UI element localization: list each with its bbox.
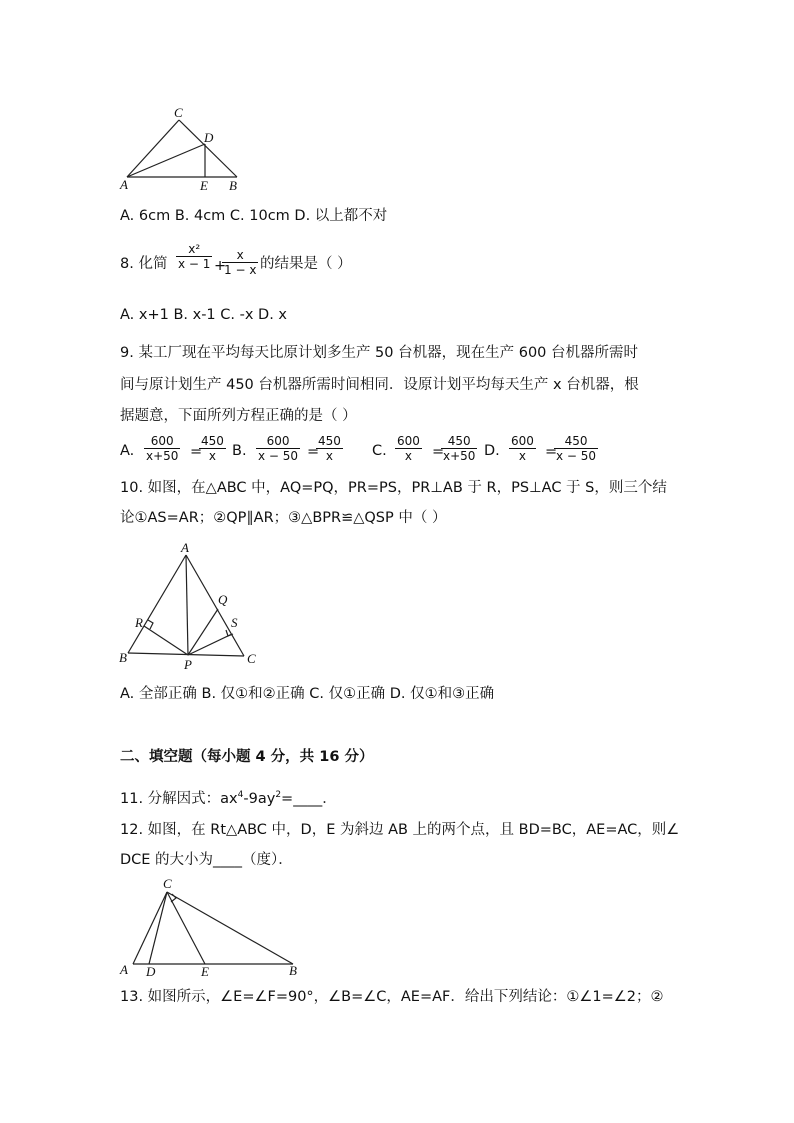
q8-fraction-1 [176,242,212,271]
segment-ap [186,555,188,655]
fig10-label-q: Q [218,592,228,607]
segment-ad [127,144,205,177]
fig7-label-e: E [200,178,208,193]
q9-d-left-den: x [518,449,526,463]
fig12-label-c: C [163,876,172,891]
q9-b-left-fraction [256,434,300,463]
fig10-label-p: P [184,657,192,672]
segment-ac [127,120,179,177]
fig10-label-a: A [181,540,189,555]
q9-option-d-label: D. [484,443,500,459]
q9-a-left-den: x+50 [146,449,179,463]
q8-suffix: 的结果是（ ） [260,256,352,272]
q9-c-equals: = [432,444,445,460]
fig10-label-s: S [231,615,238,630]
segment-ac [186,555,244,656]
right-angle-r [148,620,153,629]
q9-d-left-fraction [509,434,536,463]
q8-f1-denominator: x − 1 [178,257,211,271]
q9-option-a-label: A. [120,443,135,459]
q9-a-equals: = [190,444,203,460]
q9-a-left-num: 600 [144,434,180,449]
fig12-label-b: B [289,963,297,978]
q9-c-right-den: x+50 [443,449,476,463]
q13-line-1: 13. 如图所示，∠E=∠F=90°，∠B=∠C，AE=AF．给出下列结论：①∠1=∠2；② [120,989,664,1005]
q8-options: A. x+1 B. x-1 C. -x D. x [120,307,287,323]
q11-sup-2: 2 [275,790,282,800]
q9-c-left-fraction [395,434,422,463]
figure-q10-triangle [110,535,270,675]
q9-b-right-den: x [325,449,333,463]
q11-suffix: =____． [281,790,337,807]
q9-line-1: 9. 某工厂现在平均每天比原计划多生产 50 台机器，现在生产 600 台机器所需时 [120,345,639,361]
q9-b-right-num: 450 [318,434,341,448]
q9-a-right-num: 450 [201,434,224,448]
q9-a-right-den: x [208,449,216,463]
fig12-label-e: E [201,964,209,979]
q10-line-2: 论①AS=AR；②QP∥AR；③△BPR≌△QSP 中（ ） [120,510,447,526]
q11-sup-1: 4 [237,790,244,800]
q9-line-2: 间与原计划生产 450 台机器所需时间相同．设原计划平均每天生产 x 台机器，根 [120,377,639,393]
segment-cd [149,892,167,964]
fig7-label-d: D [204,130,214,145]
q8-prefix: 8. 化简 [120,256,168,272]
q9-b-left-den: x − 50 [258,449,299,463]
q8-f2-numerator: x [222,248,258,263]
q9-b-right-fraction [316,434,343,463]
q9-a-left-fraction [144,434,180,463]
fig10-label-r: R [135,615,143,630]
q9-option-c-label: C. [372,443,387,459]
q9-d-right-den: x − 50 [556,449,597,463]
section-2-title: 二、填空题（每小题 4 分，共 16 分） [120,749,374,765]
q11-prefix: 11. 分解因式：ax [120,790,238,807]
q12-line-1: 12. 如图，在 Rt△ABC 中，D，E 为斜边 AB 上的两个点，且 BD=BC，AE=AC，则∠ [120,822,680,838]
fig10-label-b: B [119,650,127,665]
q9-c-left-num: 600 [397,434,420,448]
q9-b-equals: = [307,444,320,460]
fig12-label-d: D [146,964,156,979]
q9-b-left-num: 600 [256,434,300,449]
fig10-label-c: C [247,651,256,666]
figure-q12-triangle [115,870,315,980]
q8-f1-numerator: x² [176,242,212,257]
q11-mid: -9ay [243,790,276,807]
q9-c-right-fraction [441,434,477,463]
q10-options: A. 全部正确 B. 仅①和②正确 C. 仅①正确 D. 仅①和③正确 [120,686,495,702]
q9-a-right-fraction [199,434,226,463]
fig12-label-a: A [120,962,128,977]
segment-ab [128,555,186,653]
segment-ac [133,892,167,964]
q9-line-3: 据题意，下面所列方程正确的是（ ） [120,408,357,424]
q10-line-1: 10. 如图，在△ABC 中，AQ=PQ，PR=PS，PR⊥AB 于 R，PS⊥AC 于 S，则三个结 [120,480,667,496]
fig7-label-b: B [229,178,237,193]
q11 [120,785,337,809]
q12-line-2: DCE 的大小为____（度）． [120,852,293,868]
fig7-label-a: A [120,177,128,192]
q9-option-b-label: B. [232,443,247,459]
q9-c-left-den: x [404,449,412,463]
q9-d-right-fraction [554,434,598,463]
q9-d-left-num: 600 [511,434,534,448]
q7-options: A. 6cm B. 4cm C. 10cm D. 以上都不对 [120,208,388,224]
q9-d-equals: = [545,444,558,460]
q8-f2-denominator: 1 − x [224,263,257,277]
q9-c-right-num: 450 [441,434,477,449]
q8-fraction-2 [222,248,258,277]
fig7-label-c: C [174,105,183,120]
q9-d-right-num: 450 [554,434,598,449]
segment-pr [144,626,188,655]
q8-plus: + [214,258,227,274]
